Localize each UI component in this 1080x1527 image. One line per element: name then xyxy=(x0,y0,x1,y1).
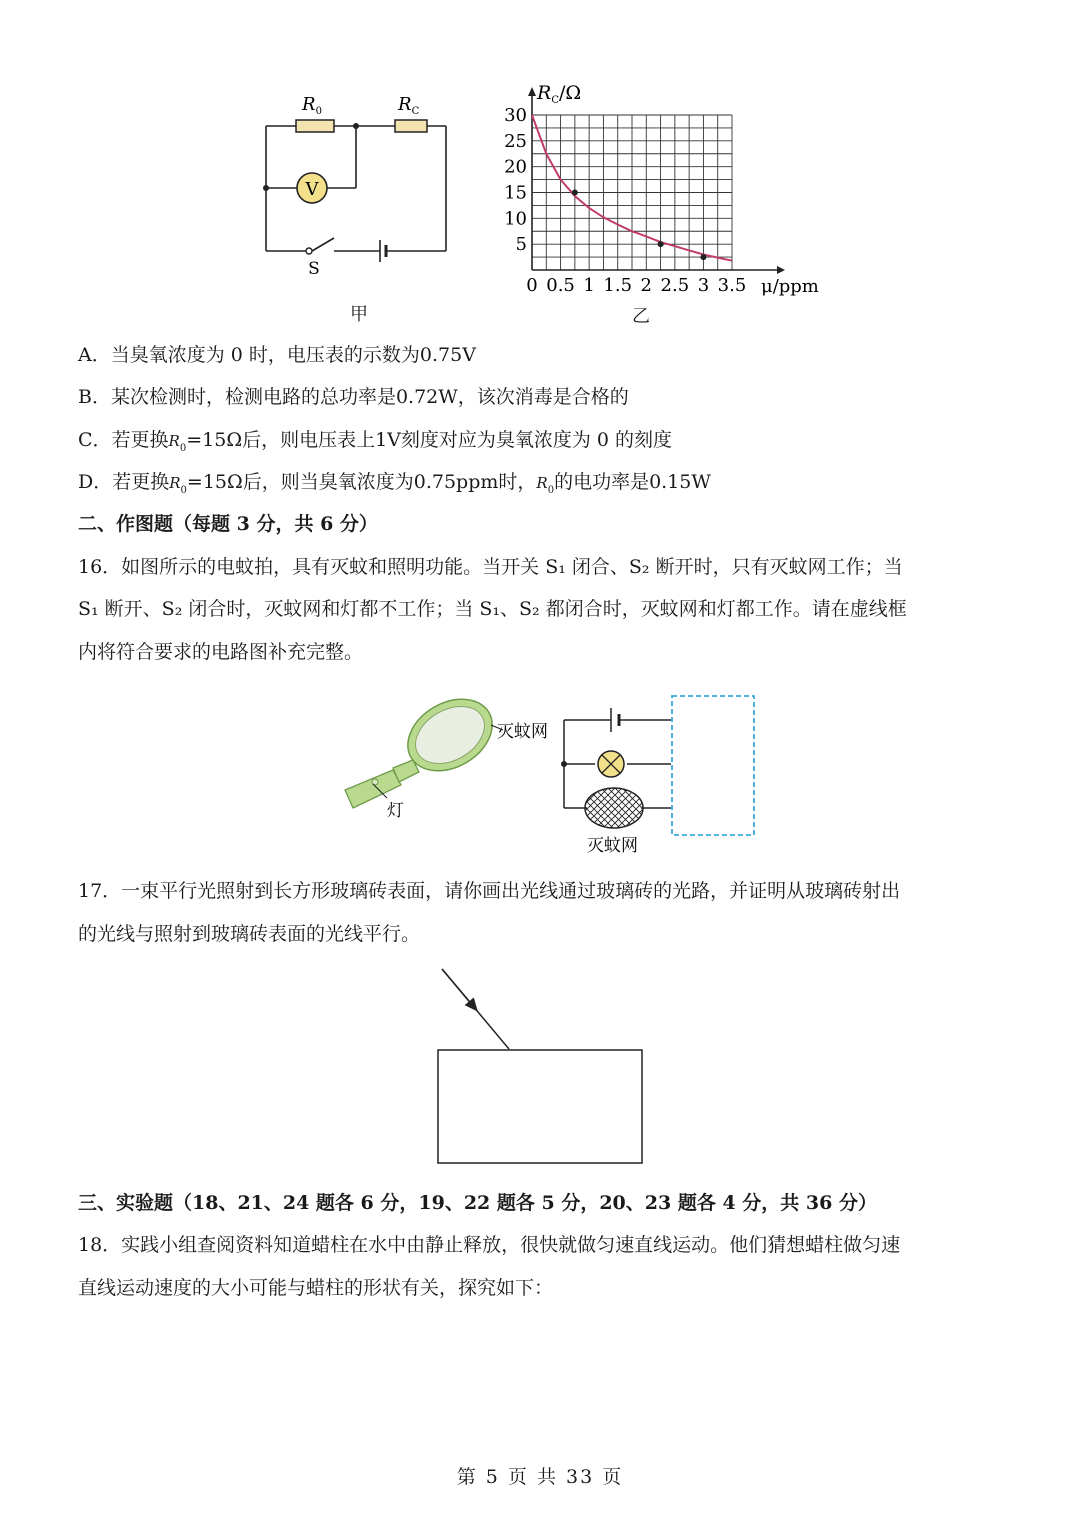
option-d: D．若更换$R_0=15\Omega$后，则当臭氧浓度为0.75ppm时，$R_0$的电功率是0.15W xyxy=(78,471,711,496)
x-tick-label: 0.5 xyxy=(546,275,575,296)
mosquito-racket-figure xyxy=(335,690,765,860)
racket-icon xyxy=(345,690,505,808)
x-tick-label: 1 xyxy=(583,275,595,296)
q16-line2: S₁ 断开、S₂ 闭合时，灭蚊网和灯都不工作；当 S₁、S₂ 都闭合时，灭蚊网和灯都工作。请在虚线框 xyxy=(78,598,907,620)
resistor-rc xyxy=(395,120,427,132)
caption-yi: 乙 xyxy=(632,306,650,327)
chart-ylabel: $R_C/\Omega$ xyxy=(537,82,582,106)
label-net-2: 灭蚊网 xyxy=(587,836,638,856)
chart-ticks xyxy=(504,105,746,296)
q17-line1: 17．一束平行光照射到长方形玻璃砖表面，请你画出光线通过玻璃砖的光路，并证明从玻璃砖射出 xyxy=(78,880,901,902)
q18-line2: 直线运动速度的大小可能与蜡柱的形状有关，探究如下： xyxy=(78,1277,554,1299)
label-net: 灭蚊网 xyxy=(497,722,548,742)
y-axis-arrow xyxy=(528,87,536,96)
y-tick-label: 30 xyxy=(504,105,527,126)
voltmeter-label: V xyxy=(305,179,319,200)
glass-brick xyxy=(438,1050,642,1163)
option-c: C．若更换$R_0=15\Omega$后，则电压表上1V刻度对应为臭氧浓度为 0 的刻度 xyxy=(78,429,673,454)
y-tick-label: 25 xyxy=(504,130,527,152)
curve-point xyxy=(658,241,664,247)
rc-label: $R_C$ xyxy=(398,94,420,117)
q17-line2: 的光线与照射到玻璃砖表面的光线平行。 xyxy=(78,923,421,945)
curve-point xyxy=(700,254,706,260)
y-tick-label: 20 xyxy=(504,156,527,178)
q18-line1: 18．实践小组查阅资料知道蜡柱在水中由静止释放，很快就做匀速直线运动。他们猜想蜡柱做匀速 xyxy=(78,1234,901,1256)
q16-line3: 内将符合要求的电路图补充完整。 xyxy=(78,641,364,663)
resistor-r0 xyxy=(296,120,334,132)
x-tick-label: 3 xyxy=(697,275,710,296)
q16-line1: 16．如图所示的电蚊拍，具有灭蚊和照明功能。当开关 S₁ 闭合、S₂ 断开时，只有灭蚊网工作；当 xyxy=(78,556,903,578)
option-a: A．当臭氧浓度为 0 时，电压表的示数为0.75V xyxy=(78,344,476,366)
label-lamp: 灯 xyxy=(387,801,404,821)
y-tick-label: 5 xyxy=(515,234,527,256)
page-footer: 第 5 页 共 33 页 xyxy=(456,1466,624,1488)
rc-chart xyxy=(495,82,825,297)
section-2-heading: 二、作图题（每题 3 分，共 6 分） xyxy=(78,513,378,535)
x-tick-label: 0 xyxy=(526,275,538,296)
circuit-figure-jia xyxy=(250,88,465,278)
curve-point xyxy=(572,190,578,196)
r0-label: $R_0$ xyxy=(302,94,322,117)
y-tick-label: 10 xyxy=(504,208,527,230)
chart-xlabel: μ/ppm xyxy=(761,276,819,297)
lamp-icon xyxy=(598,751,624,777)
x-axis-arrow xyxy=(777,266,785,274)
x-tick-label: 2.5 xyxy=(660,275,690,296)
chart-grid xyxy=(532,115,732,270)
y-tick-label: 15 xyxy=(504,182,527,204)
answer-dashed-box[interactable] xyxy=(672,696,754,835)
switch-label: S xyxy=(308,259,320,278)
glass-brick-figure xyxy=(430,965,650,1170)
section-3-heading: 三、实验题（18、21、24 题各 6 分，19、22 题各 5 分，20、23 题各 4 分，共 36 分） xyxy=(78,1192,877,1214)
net-icon xyxy=(585,788,643,828)
x-tick-label: 1.5 xyxy=(603,275,633,296)
option-b: B．某次检测时，检测电路的总功率是0.72W，该次消毒是合格的 xyxy=(78,386,629,408)
x-tick-label: 3.5 xyxy=(717,275,747,296)
caption-jia: 甲 xyxy=(350,304,368,325)
x-tick-label: 2 xyxy=(640,275,653,296)
